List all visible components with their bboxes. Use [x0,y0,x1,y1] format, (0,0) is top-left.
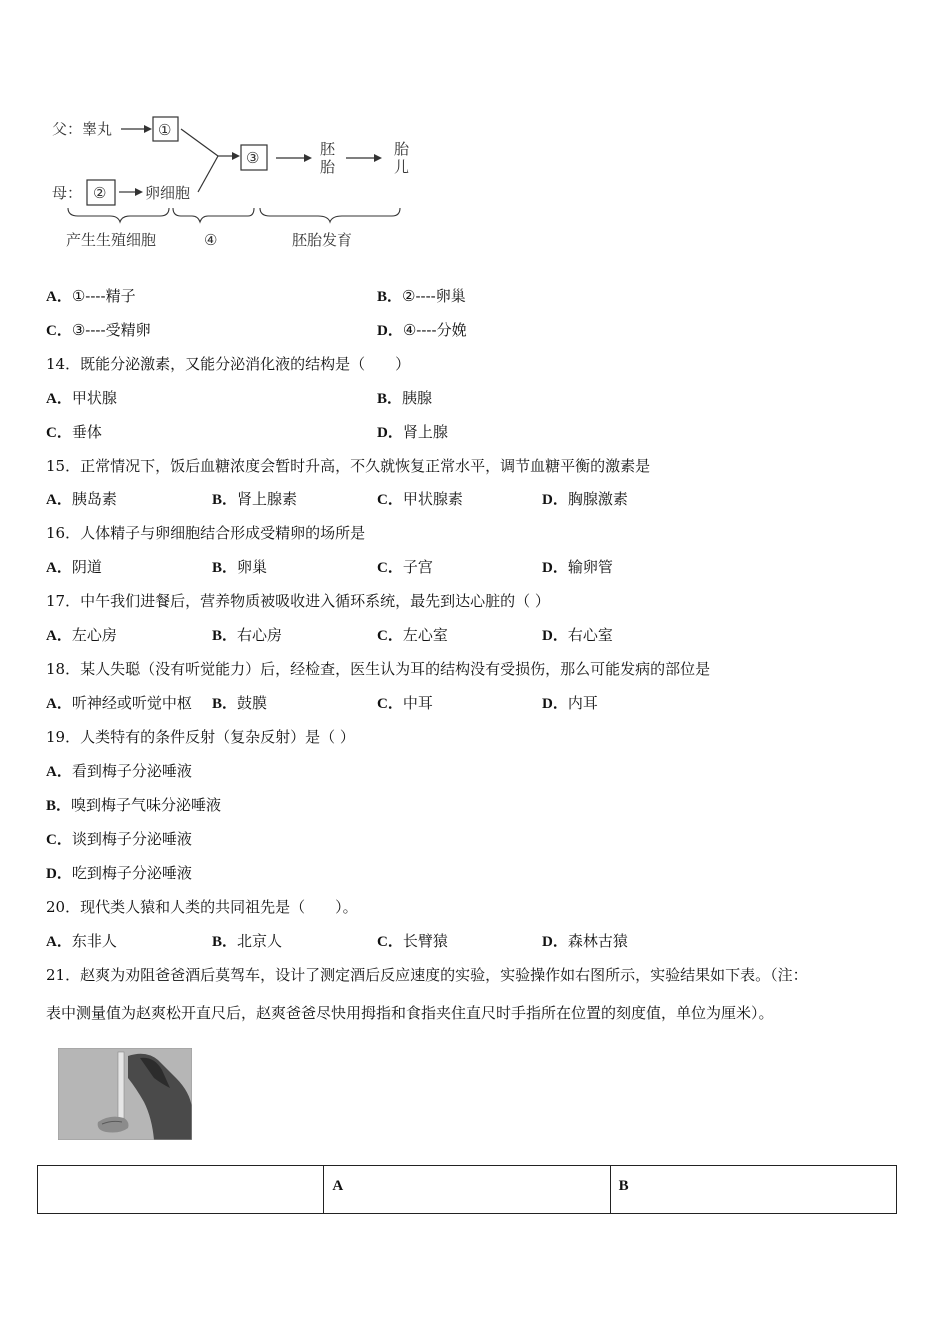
stage-3-label: 胚胎发育 [292,231,353,249]
fetus-label-1: 胎 [394,140,410,158]
embryo-label-1: 胚 [320,140,336,158]
q16-option-c[interactable]: C．子宫 [377,558,433,576]
q18-option-a[interactable]: A．听神经或听觉中枢 [46,694,192,712]
embryo-label-2: 胎 [320,158,336,176]
q15-stem: 15．正常情况下，饭后血糖浓度会暂时升高，不久就恢复正常水平，调节血糖平衡的激素是 [46,457,651,475]
q16-option-d[interactable]: D．输卵管 [542,558,613,576]
fetus-label-2: 儿 [394,158,410,176]
q17-option-c[interactable]: C．左心室 [377,626,448,644]
box-2-label: ② [93,184,107,202]
q17-option-a[interactable]: A．左心房 [46,626,117,644]
father-label: 父：睾丸 [52,120,113,138]
stage-2-label: ④ [204,231,218,249]
table-header-cell: B [610,1166,896,1214]
q19-option-b[interactable]: B．嗅到梅子气味分泌唾液 [46,796,222,814]
box-1-label: ① [158,121,172,139]
q19-option-d[interactable]: D．吃到梅子分泌唾液 [46,864,192,882]
q13-option-c[interactable]: C．③----受精卵 [46,321,151,339]
q20-option-c[interactable]: C．长臂猿 [377,932,448,950]
q13-option-b[interactable]: B．②----卵巢 [377,287,466,305]
table-header-row [38,1166,897,1214]
q16-option-b[interactable]: B．卵巢 [212,558,268,576]
mother-label: 母： [52,184,83,202]
q14-option-a[interactable]: A．甲状腺 [46,389,117,407]
q15-option-b[interactable]: B．肾上腺素 [212,490,298,508]
q20-option-b[interactable]: B．北京人 [212,932,283,950]
q17-stem: 17．中午我们进餐后，营养物质被吸收进入循环系统，最先到达心脏的（ ） [46,592,550,610]
q14-stem: 14．既能分泌激素，又能分泌消化液的结构是（ ） [46,355,411,373]
q21-stem-line-2: 表中测量值为赵爽松开直尺后，赵爽爸爸尽快用拇指和食指夹住直尺时手指所在位置的刻度值，单位为厘米）。 [46,1004,774,1022]
q14-option-c[interactable]: C．垂体 [46,423,102,441]
egg-label: 卵细胞 [145,184,191,202]
q14-option-d[interactable]: D．肾上腺 [377,423,448,441]
q20-stem: 20．现代类人猿和人类的共同祖先是（ ）。 [46,898,358,916]
q14-option-b[interactable]: B．胰腺 [377,389,433,407]
box-3-label: ③ [246,149,260,167]
q18-option-d[interactable]: D．内耳 [542,694,598,712]
table-header-cell [38,1166,324,1214]
q18-option-c[interactable]: C．中耳 [377,694,433,712]
q15-option-c[interactable]: C．甲状腺素 [377,490,463,508]
q15-option-d[interactable]: D．胸腺激素 [542,490,628,508]
q20-option-a[interactable]: A．东非人 [46,932,117,950]
q16-option-a[interactable]: A．阴道 [46,558,102,576]
q19-option-c[interactable]: C．谈到梅子分泌唾液 [46,830,192,848]
brace-2 [173,208,254,222]
q15-option-a[interactable]: A．胰岛素 [46,490,117,508]
stage-1-label: 产生生殖细胞 [66,231,157,249]
q18-option-b[interactable]: B．鼓膜 [212,694,268,712]
q19-stem: 19．人类特有的条件反射（复杂反射）是（ ） [46,728,355,746]
brace-1 [68,208,169,222]
q21-stem-line-1: 21．赵爽为劝阻爸爸酒后莫驾车，设计了测定酒后反应速度的实验，实验操作如右图所示，实验结果如下表。（注： [46,966,808,984]
q17-option-b[interactable]: B．右心房 [212,626,283,644]
q18-stem: 18．某人失聪（没有听觉能力）后，经检查，医生认为耳的结构没有受损伤，那么可能发病的部位是 [46,660,711,678]
table-header-cell: A [324,1166,610,1214]
q16-stem: 16．人体精子与卵细胞结合形成受精卵的场所是 [46,524,366,542]
results-table [37,1165,897,1214]
q20-option-d[interactable]: D．森林古猿 [542,932,628,950]
q13-option-a[interactable]: A．①----精子 [46,287,136,305]
reproduction-flow-diagram [48,110,428,260]
q19-option-a[interactable]: A．看到梅子分泌唾液 [46,762,192,780]
q17-option-d[interactable]: D．右心室 [542,626,613,644]
brace-3 [260,208,400,222]
q13-option-d[interactable]: D．④----分娩 [377,321,467,339]
ruler-experiment-photo [58,1048,192,1140]
